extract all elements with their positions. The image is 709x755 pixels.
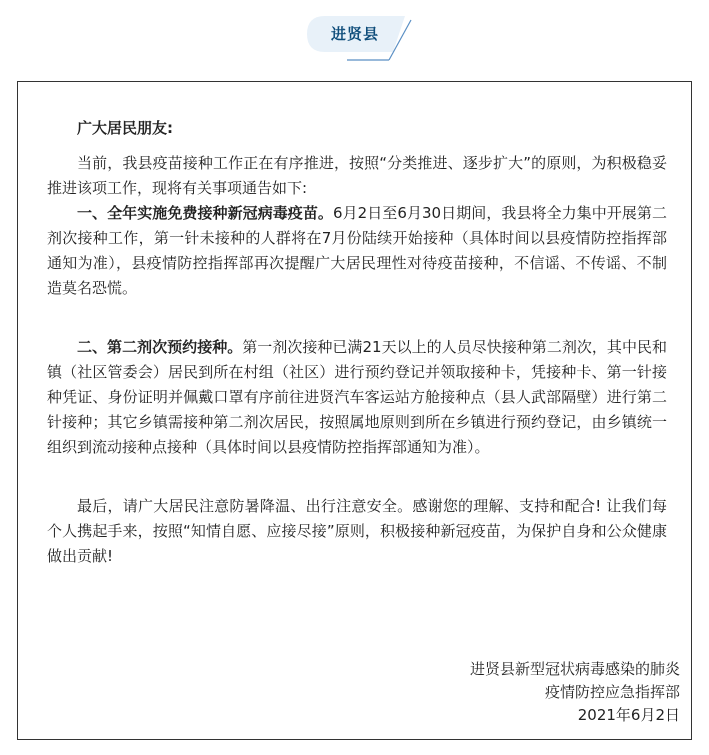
item2-body: 第一剂次接种已满21天以上的人员尽快接种第二剂次，其中民和镇（社区管委会）居民到所在村组（社区）进行预约登记并领取接种卡，凭接种卡、第一针接种凭证、身份证明并佩戴口罩有序前往进贤汽车客运站方舱接种点（县人武部隔壁）进行第二针接种；其它乡镇需接种第二剂次居民，按照属地原则到所在乡镇进行预约登记，由乡镇统一组织到流动接种点接种（具体时间以县疫情防控指挥部通知为准）。 — [47, 338, 667, 456]
signature-block — [470, 658, 680, 727]
item1-body: 6月2日至6月30日期间，我县将全力集中开展第二剂次接种工作，第一针未接种的人群将在7月份陆续开始接种（具体时间以县疫情防控指挥部通知为准），县疫情防控指挥部再次提醒广大居民理性对待疫苗接种，不信谣、不传谣、不制造莫名恐慌。 — [47, 204, 667, 297]
county-tag — [307, 14, 415, 62]
item1-lead: 一、全年实施免费接种新冠病毒疫苗。 — [77, 204, 333, 222]
closing-paragraph: 最后，请广大居民注意防暑降温、出行注意安全。感谢您的理解、支持和配合! 让我们每个人携起手来，按照“知情自愿、应接尽接”原则，积极接种新冠疫苗，为保护自身和公众健康做出贡献! — [47, 497, 667, 565]
notice-content — [47, 116, 667, 569]
item2-lead: 二、第二剂次预约接种。 — [77, 338, 243, 356]
signature-date: 2021年6月2日 — [577, 706, 680, 724]
signature-org-line1: 进贤县新型冠状病毒感染的肺炎 — [469, 660, 680, 678]
item2-paragraph — [47, 335, 667, 460]
item1-paragraph — [47, 201, 667, 301]
intro-paragraph: 当前，我县疫苗接种工作正在有序推进，按照“分类推进、逐步扩大”的原则，为积极稳妥推进该项工作，现将有关事项通告如下: — [47, 154, 667, 197]
signature-org-line2: 疫情防控应急指挥部 — [544, 683, 680, 701]
notice-box — [17, 81, 692, 740]
greeting: 广大居民朋友: — [77, 119, 173, 137]
county-tag-label: 进贤县 — [330, 25, 379, 43]
